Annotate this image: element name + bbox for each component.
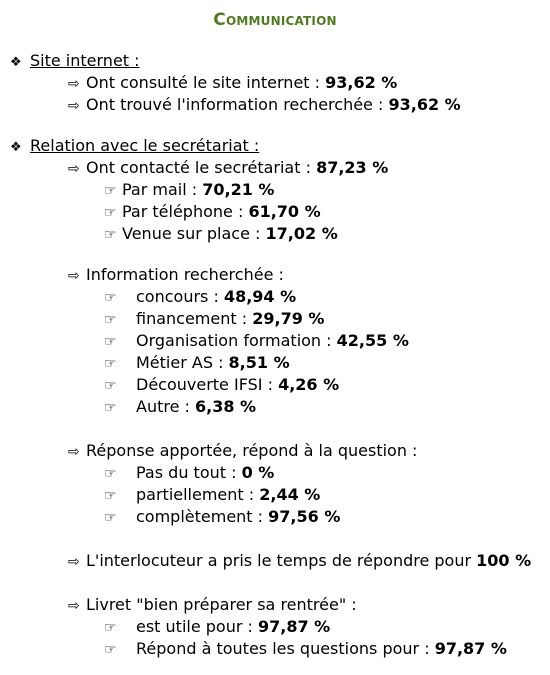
outlined-right-arrow-icon: ⇨: [68, 554, 80, 570]
pointing-hand-icon: ☞: [104, 466, 117, 482]
list-item: ☞ Venue sur place : 17,02 %: [104, 223, 338, 245]
list-item: ☞ Par téléphone : 61,70 %: [104, 201, 321, 223]
pointing-hand-icon: ☞: [104, 205, 117, 221]
list-item: ☞ complètement : 97,56 %: [104, 506, 340, 528]
list-item: ☞ Découverte IFSI : 4,26 %: [104, 374, 339, 396]
list-item: ☞ Organisation formation : 42,55 %: [104, 330, 409, 352]
list-item: ☞ Répond à toutes les questions pour : 97,87 %: [104, 638, 507, 660]
pointing-hand-icon: ☞: [104, 334, 117, 350]
list-item: ⇨ L'interlocuteur a pris le temps de répondre pour 100 %: [68, 550, 531, 572]
list-item: ☞ Métier AS : 8,51 %: [104, 352, 290, 374]
pointing-hand-icon: ☞: [104, 378, 117, 394]
pointing-hand-icon: ☞: [104, 290, 117, 306]
four-diamond-bullet-icon: ❖: [10, 55, 22, 70]
list-item: ☞ Par mail : 70,21 %: [104, 179, 274, 201]
pointing-hand-icon: ☞: [104, 356, 117, 372]
pointing-hand-icon: ☞: [104, 642, 117, 658]
pointing-hand-icon: ☞: [104, 312, 117, 328]
list-item: ☞ est utile pour : 97,87 %: [104, 616, 330, 638]
outlined-right-arrow-icon: ⇨: [68, 98, 80, 114]
outlined-right-arrow-icon: ⇨: [68, 76, 80, 92]
pointing-hand-icon: ☞: [104, 227, 117, 243]
list-item: ☞ financement : 29,79 %: [104, 308, 324, 330]
pointing-hand-icon: ☞: [104, 488, 117, 504]
list-item: ⇨ Information recherchée :: [68, 264, 284, 286]
list-item: ☞ partiellement : 2,44 %: [104, 484, 320, 506]
list-item: ⇨ Ont consulté le site internet : 93,62 %: [68, 72, 397, 94]
outlined-right-arrow-icon: ⇨: [68, 161, 80, 177]
list-item: ⇨ Ont trouvé l'information recherchée : 93,62 %: [68, 94, 461, 116]
list-item: ⇨ Livret "bien préparer sa rentrée" :: [68, 594, 357, 616]
list-item: ☞ Pas du tout : 0 %: [104, 462, 274, 484]
pointing-hand-icon: ☞: [104, 183, 117, 199]
four-diamond-bullet-icon: ❖: [10, 140, 22, 155]
outlined-right-arrow-icon: ⇨: [68, 268, 80, 284]
pointing-hand-icon: ☞: [104, 400, 117, 416]
pointing-hand-icon: ☞: [104, 620, 117, 636]
outlined-right-arrow-icon: ⇨: [68, 444, 80, 460]
section-heading-site: ❖ Site internet :: [10, 50, 140, 72]
list-item: ☞ Autre : 6,38 %: [104, 396, 256, 418]
section-heading-secretariat: ❖ Relation avec le secrétariat :: [10, 135, 259, 157]
list-item: ☞ concours : 48,94 %: [104, 286, 296, 308]
page-title: Communication: [213, 10, 337, 30]
pointing-hand-icon: ☞: [104, 510, 117, 526]
list-item: ⇨ Réponse apportée, répond à la question :: [68, 440, 417, 462]
list-item: ⇨ Ont contacté le secrétariat : 87,23 %: [68, 157, 388, 179]
outlined-right-arrow-icon: ⇨: [68, 598, 80, 614]
